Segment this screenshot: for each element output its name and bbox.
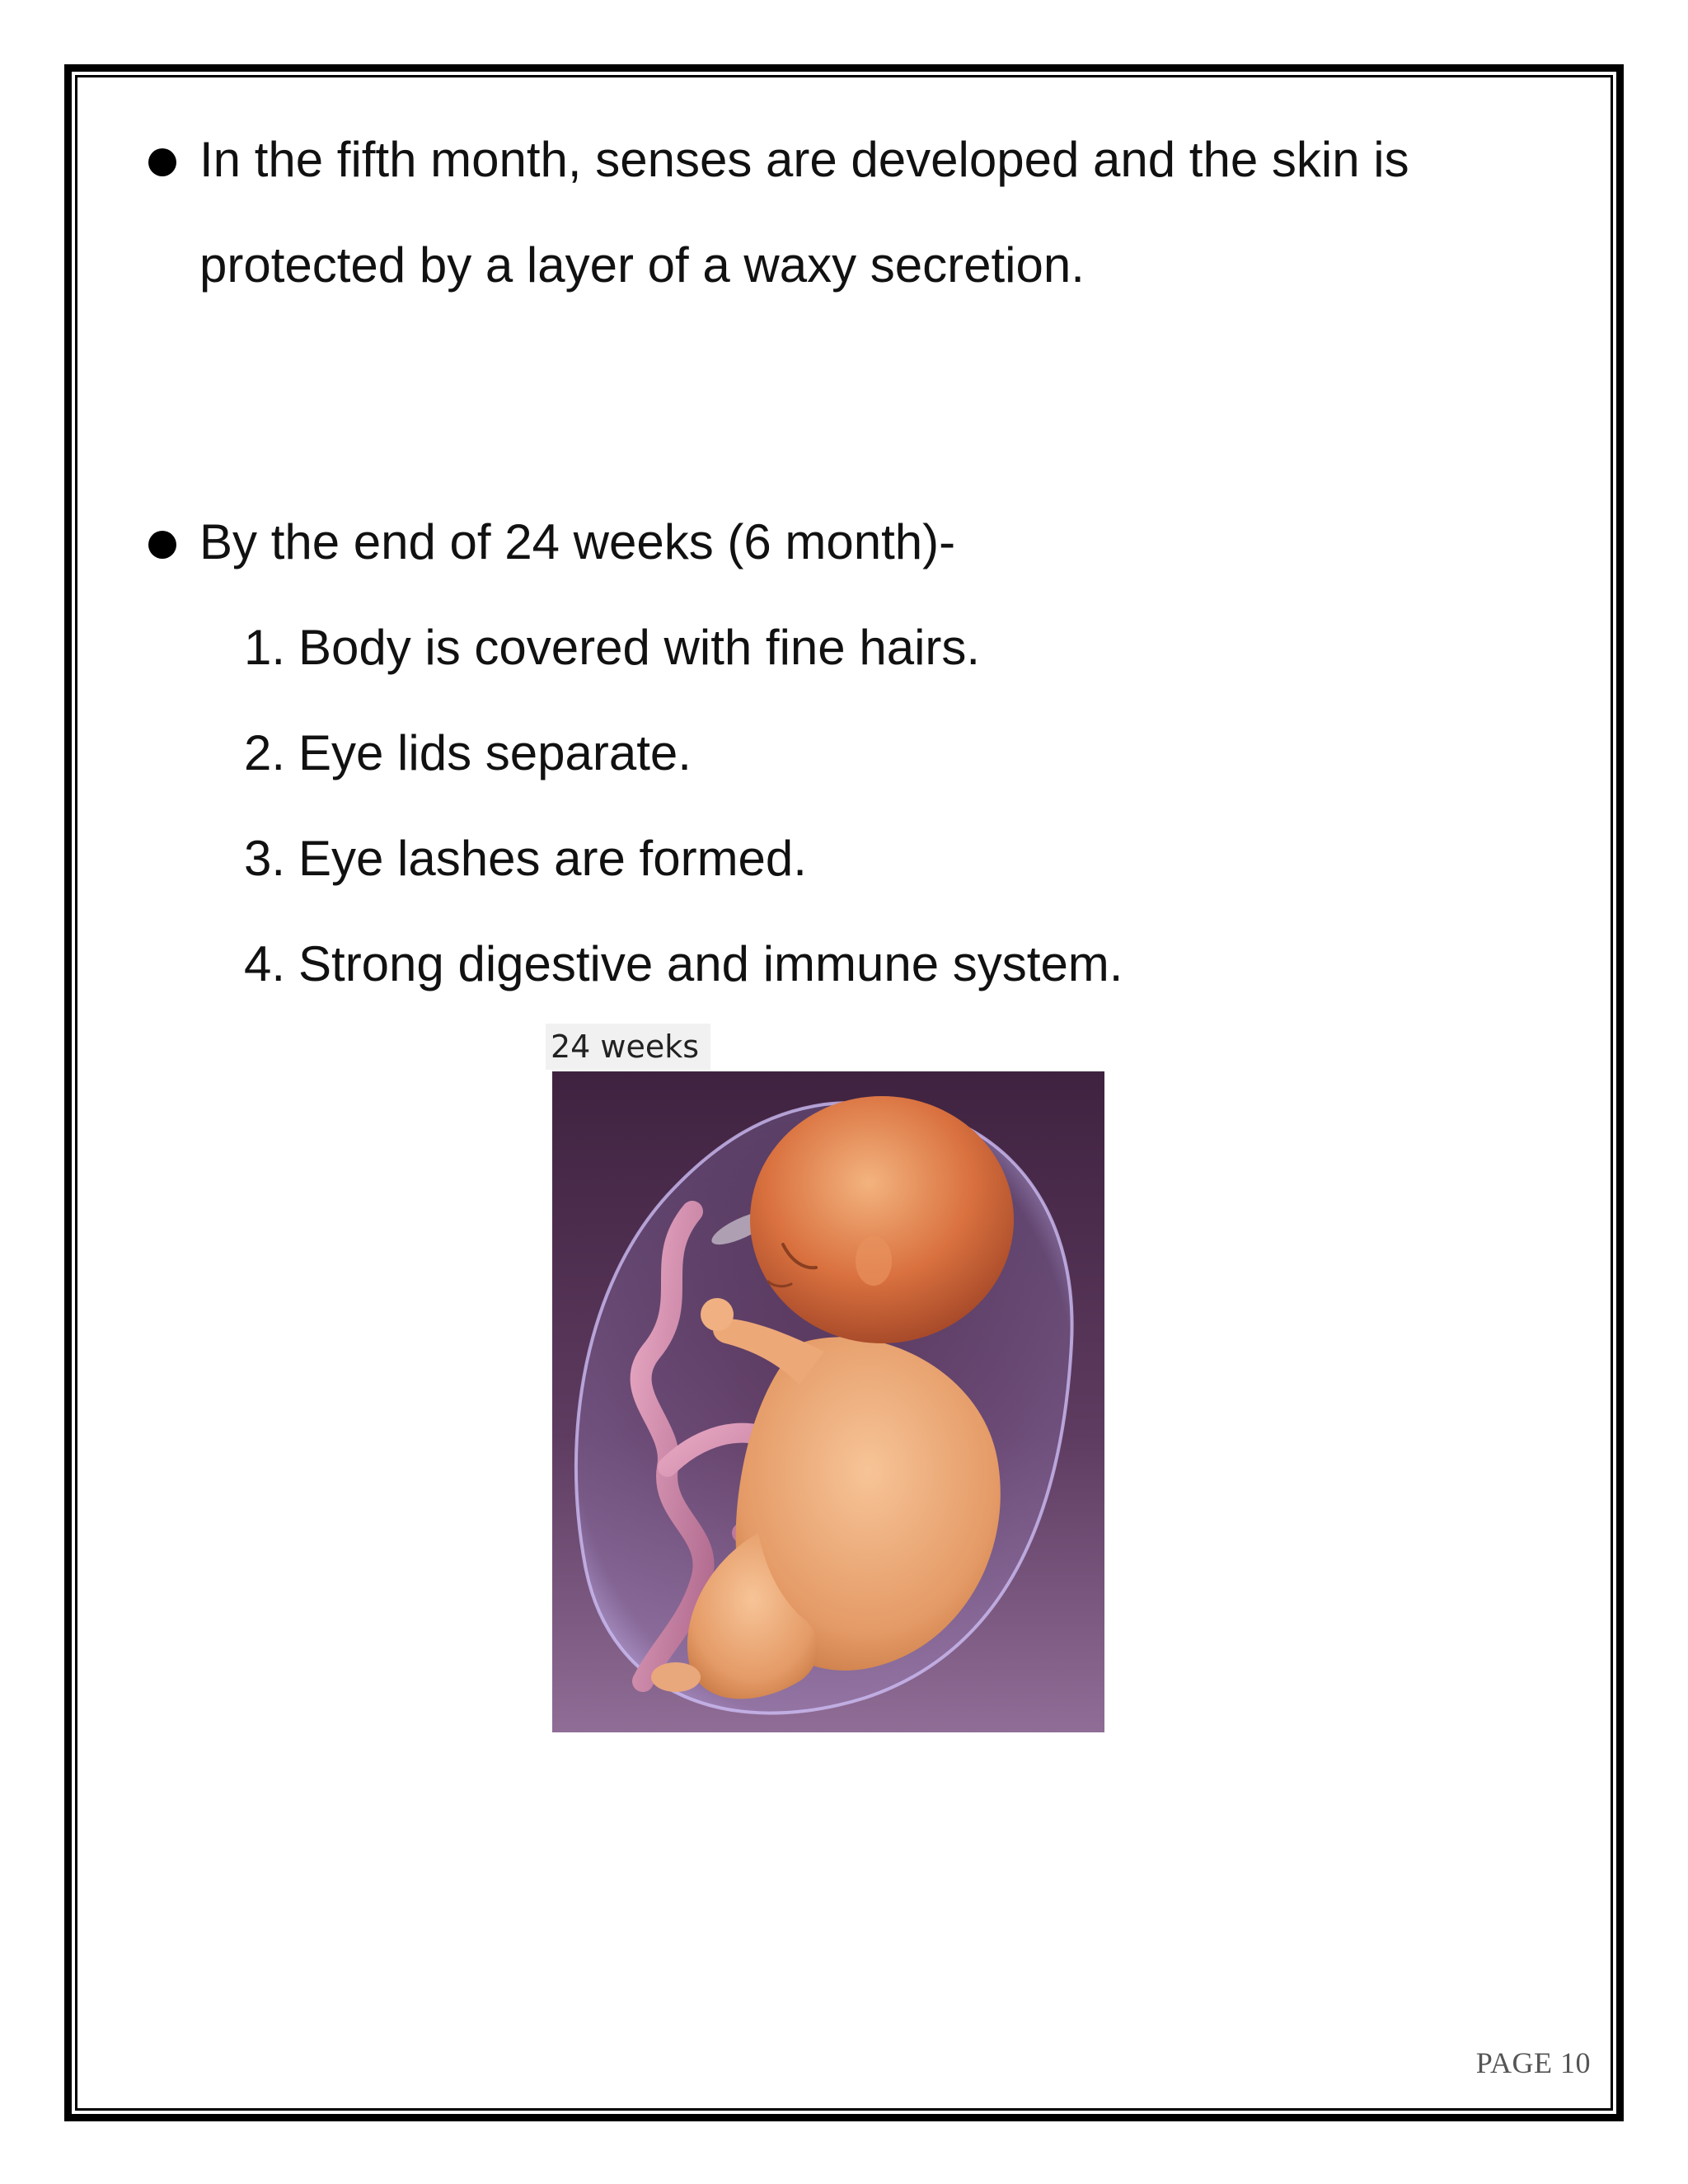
bullet-text-line-1: By the end of 24 weeks (6 month)-: [199, 514, 956, 569]
list-text: Strong digestive and immune system.: [298, 936, 1123, 991]
figure-caption: 24 weeks: [546, 1024, 710, 1070]
list-number: 4.: [244, 936, 286, 991]
list-text: Eye lashes are formed.: [298, 831, 807, 886]
bullet-icon: [148, 148, 176, 176]
list-text: Body is covered with fine hairs.: [298, 620, 981, 675]
list-item: [244, 806, 807, 912]
list-item: [244, 701, 692, 806]
bullet-text-line-1: In the fifth month, senses are developed and the skin is: [199, 132, 1409, 187]
list-number: 3.: [244, 831, 286, 886]
list-item: [244, 595, 980, 701]
list-number: 2.: [244, 725, 286, 780]
list-item: [244, 912, 1123, 1017]
bullet-text-line-2: protected by a layer of a waxy secretion.: [199, 237, 1085, 293]
list-number: 1.: [244, 620, 286, 675]
bullet-icon: [148, 531, 176, 559]
page-number: PAGE 10: [1475, 2046, 1591, 2079]
list-text: Eye lids separate.: [298, 725, 692, 780]
fetus-illustration-icon: [552, 1071, 1104, 1732]
